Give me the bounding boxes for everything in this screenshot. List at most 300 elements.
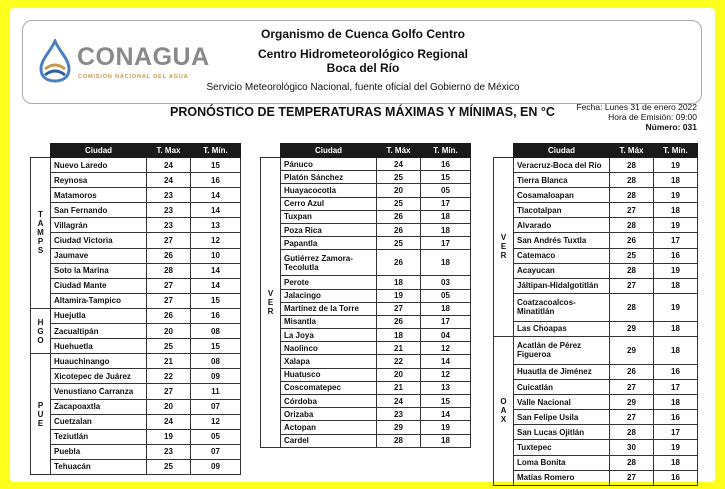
table-row bbox=[31, 339, 241, 354]
issue-time: Hora de Emisión: 09:00 bbox=[608, 112, 697, 122]
table-row bbox=[31, 158, 241, 173]
city-cell: Reynosa bbox=[51, 173, 147, 188]
table-row bbox=[261, 197, 471, 210]
max-temp-cell: 24 bbox=[147, 414, 191, 429]
table-row bbox=[31, 384, 241, 399]
city-cell: Gutiérrez Zamora-Tecolutla bbox=[281, 250, 377, 276]
org-line-4: Servicio Meteorológico Nacional, fuente oficial del Gobierno de México bbox=[206, 82, 520, 93]
state-letter: V bbox=[267, 288, 274, 298]
min-temp-cell: 16 bbox=[654, 410, 698, 425]
forecast-table-1 bbox=[30, 143, 241, 475]
state-header bbox=[31, 144, 51, 158]
min-temp-cell: 19 bbox=[654, 188, 698, 203]
min-temp-cell: 13 bbox=[421, 381, 471, 394]
city-cell: Naolinco bbox=[281, 342, 377, 355]
max-temp-cell: 21 bbox=[147, 354, 191, 369]
max-temp-cell: 18 bbox=[377, 276, 421, 289]
max-temp-cell: 26 bbox=[377, 210, 421, 223]
min-temp-cell: 03 bbox=[421, 276, 471, 289]
logo-name: CONAGUA bbox=[77, 43, 210, 71]
max-temp-cell: 27 bbox=[610, 470, 654, 485]
min-temp-cell: 17 bbox=[421, 197, 471, 210]
state-letter: S bbox=[37, 246, 44, 256]
table-row bbox=[261, 289, 471, 302]
min-temp-cell: 17 bbox=[654, 380, 698, 395]
max-temp-cell: 26 bbox=[147, 308, 191, 323]
table-row bbox=[261, 329, 471, 342]
min-temp-cell: 18 bbox=[654, 455, 698, 470]
min-temp-cell: 18 bbox=[421, 302, 471, 315]
max-temp-cell: 20 bbox=[377, 184, 421, 197]
city-cell: Jaumave bbox=[51, 248, 147, 263]
city-cell: Tlacotalpan bbox=[514, 203, 610, 218]
min-temp-cell: 19 bbox=[654, 218, 698, 233]
min-temp-cell: 18 bbox=[654, 395, 698, 410]
city-cell: Coscomatepec bbox=[281, 381, 377, 394]
max-temp-cell: 25 bbox=[377, 197, 421, 210]
city-cell: Orizaba bbox=[281, 408, 377, 421]
max-header: T. Máx bbox=[377, 144, 421, 158]
city-cell: Nuevo Laredo bbox=[51, 158, 147, 173]
table-row bbox=[261, 250, 471, 276]
table-row bbox=[494, 364, 698, 379]
table-row bbox=[261, 210, 471, 223]
max-temp-cell: 22 bbox=[377, 355, 421, 368]
table-row bbox=[261, 223, 471, 236]
max-temp-cell: 19 bbox=[147, 429, 191, 444]
max-temp-cell: 23 bbox=[147, 444, 191, 459]
city-cell: Zacapoaxtla bbox=[51, 399, 147, 414]
city-cell: Valle Nacional bbox=[514, 395, 610, 410]
min-temp-cell: 18 bbox=[654, 203, 698, 218]
min-temp-cell: 12 bbox=[421, 368, 471, 381]
table-row bbox=[261, 421, 471, 434]
city-cell: Alvarado bbox=[514, 218, 610, 233]
min-temp-cell: 15 bbox=[421, 395, 471, 408]
city-cell: Altamira-Tampico bbox=[51, 293, 147, 308]
state-letter: P bbox=[37, 237, 44, 247]
max-temp-cell: 20 bbox=[377, 368, 421, 381]
org-line-2: Centro Hidrometeorológico Regional bbox=[257, 47, 468, 61]
max-temp-cell: 27 bbox=[610, 380, 654, 395]
city-cell: San Felipe Usila bbox=[514, 410, 610, 425]
state-label bbox=[494, 158, 514, 337]
city-cell: Catemaco bbox=[514, 248, 610, 263]
state-letter: M bbox=[37, 228, 44, 238]
city-cell: Teziutlán bbox=[51, 429, 147, 444]
min-temp-cell: 14 bbox=[191, 188, 241, 203]
min-temp-cell: 09 bbox=[191, 369, 241, 384]
city-cell: Venustiano Carranza bbox=[51, 384, 147, 399]
min-temp-cell: 16 bbox=[421, 158, 471, 171]
table-row bbox=[31, 173, 241, 188]
max-temp-cell: 18 bbox=[377, 329, 421, 342]
city-cell: Coatzacoalcos-Minatitlán bbox=[514, 293, 610, 321]
state-header bbox=[261, 144, 281, 158]
issue-number: Número: 031 bbox=[645, 122, 697, 132]
max-temp-cell: 28 bbox=[610, 188, 654, 203]
min-temp-cell: 14 bbox=[191, 263, 241, 278]
min-temp-cell: 15 bbox=[191, 339, 241, 354]
max-temp-cell: 27 bbox=[610, 410, 654, 425]
max-temp-cell: 25 bbox=[377, 171, 421, 184]
min-temp-cell: 04 bbox=[421, 329, 471, 342]
min-temp-cell: 17 bbox=[654, 233, 698, 248]
city-cell: Veracruz-Boca del Río bbox=[514, 158, 610, 173]
min-temp-cell: 19 bbox=[654, 293, 698, 321]
max-temp-cell: 27 bbox=[147, 384, 191, 399]
table-row bbox=[494, 395, 698, 410]
max-temp-cell: 25 bbox=[147, 339, 191, 354]
max-temp-cell: 27 bbox=[147, 233, 191, 248]
city-cell: Huayacocotla bbox=[281, 184, 377, 197]
table-row bbox=[261, 171, 471, 184]
table-header-row bbox=[261, 144, 471, 158]
state-letter: E bbox=[500, 242, 507, 252]
city-cell: Matías Romero bbox=[514, 470, 610, 485]
page-frame bbox=[10, 8, 715, 482]
table-row bbox=[31, 459, 241, 474]
city-cell: Misantla bbox=[281, 315, 377, 328]
state-letter: G bbox=[37, 326, 44, 336]
city-cell: San Andrés Tuxtla bbox=[514, 233, 610, 248]
max-temp-cell: 28 bbox=[147, 263, 191, 278]
city-cell: Tehuacán bbox=[51, 459, 147, 474]
city-cell: Pánuco bbox=[281, 158, 377, 171]
table-row bbox=[31, 444, 241, 459]
min-temp-cell: 05 bbox=[421, 289, 471, 302]
state-label bbox=[494, 336, 514, 485]
city-cell: Cerro Azul bbox=[281, 197, 377, 210]
state-letter: E bbox=[267, 297, 274, 307]
max-header: T. Max bbox=[147, 144, 191, 158]
city-cell: Puebla bbox=[51, 444, 147, 459]
table-row bbox=[31, 233, 241, 248]
max-temp-cell: 26 bbox=[377, 250, 421, 276]
min-temp-cell: 18 bbox=[654, 173, 698, 188]
city-cell: Tuxtepec bbox=[514, 440, 610, 455]
state-label bbox=[31, 158, 51, 309]
table-row bbox=[261, 158, 471, 171]
table-row bbox=[494, 470, 698, 485]
min-temp-cell: 14 bbox=[421, 408, 471, 421]
header-box bbox=[22, 20, 702, 104]
state-letter: A bbox=[500, 406, 507, 416]
min-temp-cell: 11 bbox=[191, 384, 241, 399]
table-row bbox=[261, 315, 471, 328]
min-temp-cell: 19 bbox=[654, 440, 698, 455]
city-cell: Huejutla bbox=[51, 308, 147, 323]
min-temp-cell: 18 bbox=[654, 278, 698, 293]
max-temp-cell: 28 bbox=[610, 293, 654, 321]
min-temp-cell: 18 bbox=[421, 223, 471, 236]
table-row bbox=[31, 248, 241, 263]
state-label bbox=[31, 308, 51, 353]
min-temp-cell: 19 bbox=[654, 158, 698, 173]
city-cell: Cuicatlán bbox=[514, 380, 610, 395]
city-cell: San Lucas Ojitlán bbox=[514, 425, 610, 440]
table-row bbox=[494, 321, 698, 336]
city-cell: Cuetzalan bbox=[51, 414, 147, 429]
min-header: T. Mín. bbox=[191, 144, 241, 158]
city-cell: Poza Rica bbox=[281, 223, 377, 236]
table-row bbox=[494, 233, 698, 248]
state-letter: R bbox=[500, 251, 507, 261]
max-temp-cell: 25 bbox=[147, 459, 191, 474]
city-cell: Soto la Marina bbox=[51, 263, 147, 278]
min-temp-cell: 18 bbox=[654, 336, 698, 364]
max-temp-cell: 24 bbox=[147, 173, 191, 188]
max-temp-cell: 24 bbox=[377, 158, 421, 171]
city-cell: Matamoros bbox=[51, 188, 147, 203]
max-temp-cell: 26 bbox=[610, 233, 654, 248]
min-temp-cell: 14 bbox=[191, 278, 241, 293]
min-temp-cell: 07 bbox=[191, 399, 241, 414]
max-temp-cell: 29 bbox=[610, 321, 654, 336]
max-temp-cell: 20 bbox=[147, 324, 191, 339]
max-temp-cell: 23 bbox=[377, 408, 421, 421]
table-row bbox=[31, 354, 241, 369]
state-label bbox=[31, 354, 51, 475]
table-row bbox=[31, 429, 241, 444]
table-row bbox=[31, 188, 241, 203]
city-cell: Zacualtipán bbox=[51, 324, 147, 339]
table-header-row bbox=[494, 144, 698, 158]
table-row bbox=[261, 276, 471, 289]
min-temp-cell: 17 bbox=[654, 425, 698, 440]
city-cell: Loma Bonita bbox=[514, 455, 610, 470]
table-row bbox=[31, 293, 241, 308]
max-temp-cell: 21 bbox=[377, 381, 421, 394]
max-temp-cell: 28 bbox=[377, 434, 421, 447]
table-row bbox=[31, 278, 241, 293]
max-temp-cell: 21 bbox=[377, 342, 421, 355]
state-letter: O bbox=[500, 397, 507, 407]
min-temp-cell: 09 bbox=[191, 459, 241, 474]
city-cell: Actopan bbox=[281, 421, 377, 434]
city-cell: Huauchinango bbox=[51, 354, 147, 369]
min-temp-cell: 05 bbox=[421, 184, 471, 197]
min-temp-cell: 17 bbox=[421, 315, 471, 328]
city-cell: Las Choapas bbox=[514, 321, 610, 336]
page-title: PRONÓSTICO DE TEMPERATURAS MÁXIMAS Y MÍNIMAS, EN °C bbox=[170, 105, 555, 119]
city-cell: Xalapa bbox=[281, 355, 377, 368]
city-cell: Xicotepec de Juárez bbox=[51, 369, 147, 384]
city-cell: Acayucan bbox=[514, 263, 610, 278]
max-temp-cell: 25 bbox=[377, 237, 421, 250]
max-temp-cell: 27 bbox=[147, 278, 191, 293]
city-cell: Papantla bbox=[281, 237, 377, 250]
max-temp-cell: 27 bbox=[610, 278, 654, 293]
table-row bbox=[494, 188, 698, 203]
city-header: Ciudad bbox=[281, 144, 377, 158]
city-cell: Tuxpan bbox=[281, 210, 377, 223]
max-temp-cell: 23 bbox=[147, 218, 191, 233]
city-cell: Ciudad Victoria bbox=[51, 233, 147, 248]
table-row bbox=[31, 414, 241, 429]
table-row bbox=[261, 395, 471, 408]
table-row bbox=[261, 381, 471, 394]
min-temp-cell: 18 bbox=[421, 250, 471, 276]
table-row bbox=[31, 324, 241, 339]
max-temp-cell: 24 bbox=[147, 158, 191, 173]
city-cell: Huatusco bbox=[281, 368, 377, 381]
max-temp-cell: 20 bbox=[147, 399, 191, 414]
min-temp-cell: 16 bbox=[191, 173, 241, 188]
forecast-table-2 bbox=[260, 143, 471, 448]
table-row bbox=[261, 184, 471, 197]
max-temp-cell: 24 bbox=[377, 395, 421, 408]
state-letter: A bbox=[37, 219, 44, 229]
max-temp-cell: 19 bbox=[377, 289, 421, 302]
city-cell: Jáltipan-Hidalgotitlán bbox=[514, 278, 610, 293]
max-temp-cell: 26 bbox=[377, 223, 421, 236]
max-temp-cell: 26 bbox=[377, 315, 421, 328]
city-header: Ciudad bbox=[514, 144, 610, 158]
city-cell: Cardel bbox=[281, 434, 377, 447]
table-row bbox=[261, 237, 471, 250]
city-cell: Cosamaloapan bbox=[514, 188, 610, 203]
state-letter: X bbox=[500, 415, 507, 425]
city-cell: Martínez de la Torre bbox=[281, 302, 377, 315]
city-cell: Villagrán bbox=[51, 218, 147, 233]
city-header: Ciudad bbox=[51, 144, 147, 158]
max-temp-cell: 27 bbox=[377, 302, 421, 315]
table-row bbox=[261, 302, 471, 315]
max-temp-cell: 29 bbox=[610, 395, 654, 410]
table-row bbox=[494, 278, 698, 293]
max-temp-cell: 23 bbox=[147, 188, 191, 203]
table-row bbox=[261, 355, 471, 368]
city-cell: Perote bbox=[281, 276, 377, 289]
forecast-table-3 bbox=[493, 143, 698, 486]
max-temp-cell: 30 bbox=[610, 440, 654, 455]
city-cell: San Fernando bbox=[51, 203, 147, 218]
state-letter: V bbox=[500, 233, 507, 243]
min-temp-cell: 18 bbox=[421, 210, 471, 223]
max-temp-cell: 22 bbox=[147, 369, 191, 384]
max-temp-cell: 28 bbox=[610, 425, 654, 440]
table-row bbox=[31, 308, 241, 323]
city-cell: La Joya bbox=[281, 329, 377, 342]
max-temp-cell: 28 bbox=[610, 218, 654, 233]
min-temp-cell: 12 bbox=[421, 342, 471, 355]
table-row bbox=[494, 336, 698, 364]
table-row bbox=[494, 380, 698, 395]
max-temp-cell: 29 bbox=[610, 336, 654, 364]
min-temp-cell: 17 bbox=[421, 237, 471, 250]
logo-subtitle: COMISIÓN NACIONAL DEL AGUA bbox=[78, 74, 189, 80]
min-temp-cell: 10 bbox=[191, 248, 241, 263]
table-row bbox=[31, 203, 241, 218]
min-temp-cell: 12 bbox=[191, 233, 241, 248]
table-row bbox=[494, 425, 698, 440]
max-temp-cell: 28 bbox=[610, 158, 654, 173]
min-temp-cell: 15 bbox=[191, 293, 241, 308]
state-header bbox=[494, 144, 514, 158]
max-temp-cell: 26 bbox=[147, 248, 191, 263]
min-temp-cell: 19 bbox=[421, 421, 471, 434]
org-line-1: Organismo de Cuenca Golfo Centro bbox=[260, 27, 466, 41]
city-cell: Ciudad Mante bbox=[51, 278, 147, 293]
max-temp-cell: 27 bbox=[610, 203, 654, 218]
table-row bbox=[494, 173, 698, 188]
table-row bbox=[494, 293, 698, 321]
state-label bbox=[261, 158, 281, 448]
max-temp-cell: 25 bbox=[610, 248, 654, 263]
min-temp-cell: 15 bbox=[421, 171, 471, 184]
max-header: T. Máx bbox=[610, 144, 654, 158]
table-row bbox=[494, 218, 698, 233]
table-row bbox=[31, 369, 241, 384]
table-row bbox=[494, 455, 698, 470]
table-row bbox=[31, 263, 241, 278]
min-temp-cell: 16 bbox=[654, 248, 698, 263]
max-temp-cell: 28 bbox=[610, 173, 654, 188]
min-temp-cell: 08 bbox=[191, 324, 241, 339]
table-row bbox=[261, 408, 471, 421]
min-header: T. Mín. bbox=[421, 144, 471, 158]
min-temp-cell: 07 bbox=[191, 444, 241, 459]
min-temp-cell: 05 bbox=[191, 429, 241, 444]
table-row bbox=[494, 263, 698, 278]
table-row bbox=[261, 368, 471, 381]
org-line-3: Boca del Río bbox=[326, 61, 400, 75]
state-letter: O bbox=[37, 335, 44, 345]
min-temp-cell: 16 bbox=[654, 364, 698, 379]
issue-date: Fecha: Lunes 31 de enero 2022 bbox=[576, 102, 697, 112]
city-cell: Acatlán de Pérez Figueroa bbox=[514, 336, 610, 364]
min-temp-cell: 08 bbox=[191, 354, 241, 369]
city-cell: Huehuetla bbox=[51, 339, 147, 354]
max-temp-cell: 23 bbox=[147, 203, 191, 218]
min-temp-cell: 15 bbox=[191, 158, 241, 173]
min-header: T. Mín. bbox=[654, 144, 698, 158]
city-cell: Córdoba bbox=[281, 395, 377, 408]
city-cell: Platón Sánchez bbox=[281, 171, 377, 184]
min-temp-cell: 14 bbox=[421, 355, 471, 368]
min-temp-cell: 18 bbox=[421, 434, 471, 447]
table-row bbox=[31, 218, 241, 233]
min-temp-cell: 12 bbox=[191, 414, 241, 429]
min-temp-cell: 16 bbox=[191, 308, 241, 323]
table-row bbox=[31, 399, 241, 414]
city-cell: Jalacingo bbox=[281, 289, 377, 302]
state-letter: P bbox=[37, 400, 44, 410]
max-temp-cell: 27 bbox=[147, 293, 191, 308]
max-temp-cell: 28 bbox=[610, 263, 654, 278]
state-letter: E bbox=[37, 418, 44, 428]
city-cell: Huautla de Jiménez bbox=[514, 364, 610, 379]
state-letter: T bbox=[38, 210, 43, 220]
table-row bbox=[494, 440, 698, 455]
table-row bbox=[494, 248, 698, 263]
table-row bbox=[494, 410, 698, 425]
max-temp-cell: 28 bbox=[610, 455, 654, 470]
min-temp-cell: 13 bbox=[191, 218, 241, 233]
table-header-row bbox=[31, 144, 241, 158]
table-row bbox=[261, 342, 471, 355]
table-row bbox=[494, 203, 698, 218]
city-cell: Tierra Blanca bbox=[514, 173, 610, 188]
min-temp-cell: 18 bbox=[654, 321, 698, 336]
state-letter: R bbox=[267, 306, 274, 316]
min-temp-cell: 16 bbox=[654, 470, 698, 485]
state-letter: H bbox=[37, 317, 44, 327]
table-row bbox=[261, 434, 471, 447]
min-temp-cell: 14 bbox=[191, 203, 241, 218]
state-letter: U bbox=[37, 409, 44, 419]
